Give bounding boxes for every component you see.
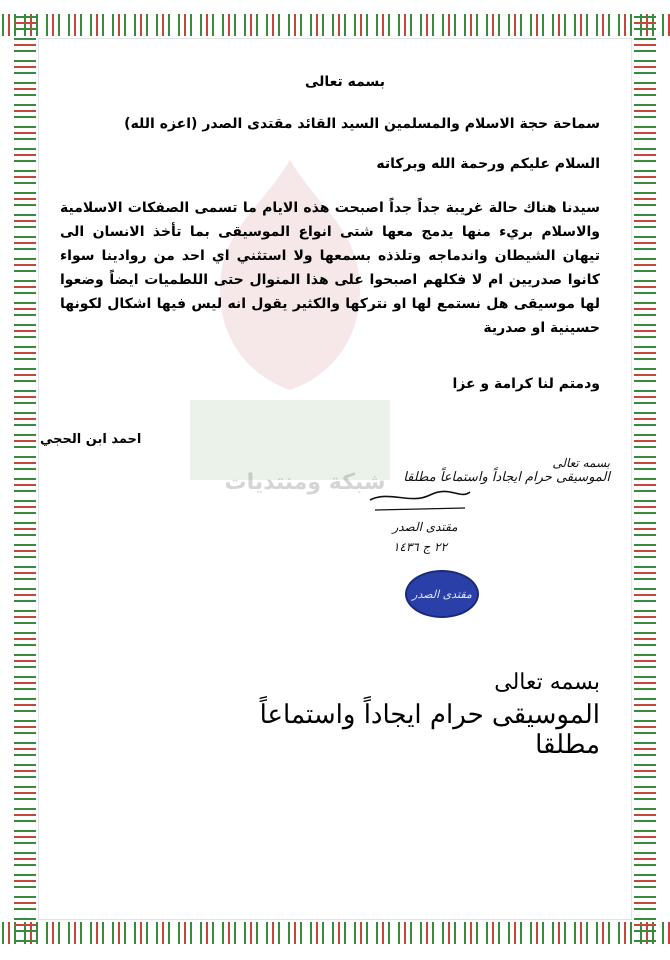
handwritten-heading: بسمه تعالى	[552, 456, 610, 470]
decorative-border-top	[0, 14, 670, 36]
official-seal	[405, 570, 479, 618]
decorative-border-bottom	[0, 922, 670, 944]
decorative-border-right	[634, 14, 656, 944]
letter-body: سيدنا هناك حالة غريبة جداً جداً اصبحت هذه الايام ما تسمى الصفكات الاسلامية والاسلام بريء منها يدمج معها شتى انواع الموسيقى بما تأخذ الانسان الى تيهان الشيطان واندماجه وتلذذه بسمعها ولا استثني اي احد من روادينا سواء كانوا صدريين ام لا فكلهم اصبحوا على هذا المنوال حتى اللطميات ايضاً وضعوا لها موسيقى هل نستمع لها او نتركها والكثير يقول انه ليس فيها اشكال لكونها حسينية او صدرية	[60, 200, 600, 336]
signature-date: ٢٢ ج ١٤٣٦	[392, 540, 448, 554]
typed-reply-ruling: الموسيقى حرام ايجاداً واستماعاً مطلقا	[259, 700, 600, 760]
letter-sender: احمد ابن الحجي	[40, 432, 142, 447]
letter-address: سماحة حجة الاسلام والمسلمين السيد القائد مقتدى الصدر (اعزه الله)	[124, 116, 600, 132]
letter-closing: ودمتم لنا كرامة و عزا	[452, 376, 600, 392]
decorative-border-left	[14, 14, 36, 944]
watermark-text: شبكة ومنتديات	[224, 470, 386, 495]
letter-greeting: السلام عليكم ورحمة الله وبركاته	[376, 156, 600, 172]
signature-name: مقتدى الصدر	[392, 520, 458, 534]
handwritten-ruling-text: الموسيقى حرام ايجاداً واستماعاً مطلقا	[403, 470, 610, 485]
letter-heading: بسمه تعالى	[304, 74, 386, 90]
typed-reply-heading: بسمه تعالى	[494, 670, 600, 695]
seal-text: مقتدى الصدر	[412, 587, 472, 601]
